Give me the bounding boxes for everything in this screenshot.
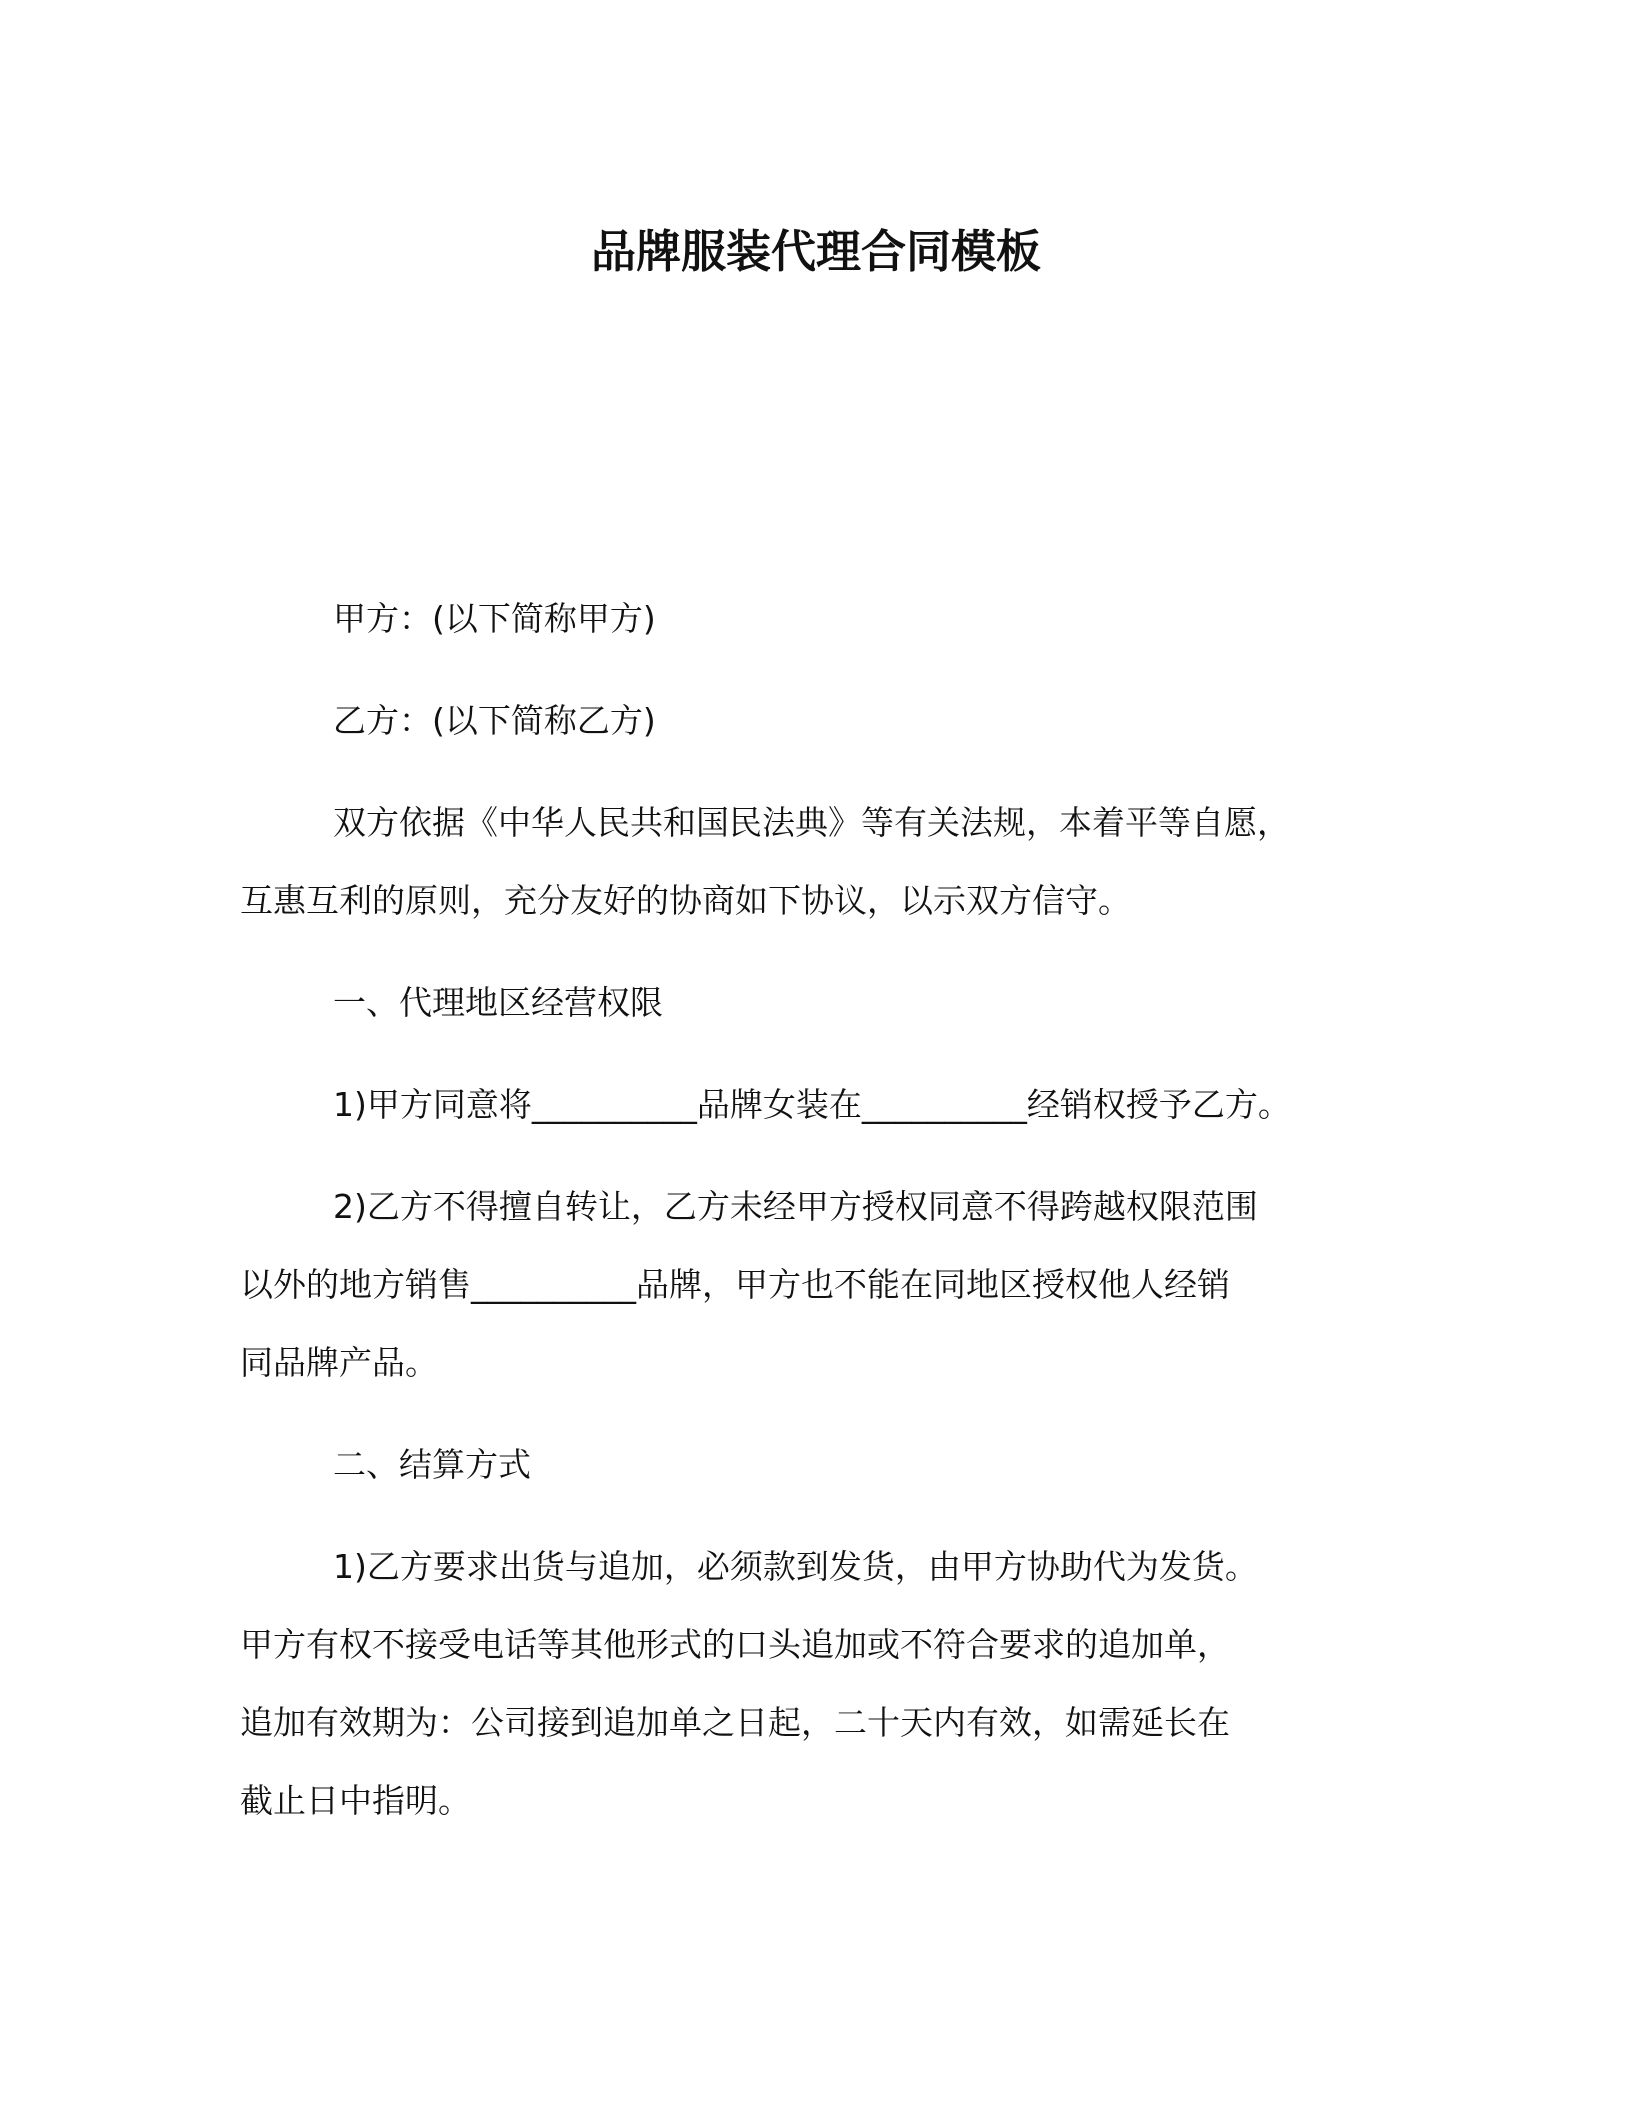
clause-1-2-line-3: 同品牌产品。: [240, 1343, 438, 1382]
party-a-line: 甲方：(以下简称甲方): [333, 599, 656, 638]
clause-2-1-line-3: 追加有效期为：公司接到追加单之日起，二十天内有效，如需延长在: [240, 1703, 1230, 1742]
clause-2-1-line-2: 甲方有权不接受电话等其他形式的口头追加或不符合要求的追加单，: [240, 1625, 1230, 1664]
preamble-line-2: 互惠互利的原则，充分友好的协商如下协议，以示双方信守。: [240, 881, 1131, 920]
document-title: 品牌服装代理合同模板: [590, 225, 1041, 278]
preamble-line-1: 双方依据《中华人民共和国民法典》等有关法规，本着平等自愿，: [333, 803, 1290, 842]
section-2-heading: 二、结算方式: [333, 1445, 531, 1484]
clause-1-2-line-1: 2)乙方不得擅自转让，乙方未经甲方授权同意不得跨越权限范围: [333, 1187, 1258, 1226]
clause-1-2-line-2: 以外的地方销售__________品牌，甲方也不能在同地区授权他人经销: [240, 1265, 1230, 1304]
party-b-line: 乙方：(以下简称乙方): [333, 701, 656, 740]
clause-1-1: 1)甲方同意将__________品牌女装在__________经销权授予乙方。: [333, 1085, 1291, 1124]
clause-2-1-line-4: 截止日中指明。: [240, 1781, 471, 1820]
clause-2-1-line-1: 1)乙方要求出货与追加，必须款到发货，由甲方协助代为发货。: [333, 1547, 1258, 1586]
section-1-heading: 一、代理地区经营权限: [333, 983, 663, 1022]
